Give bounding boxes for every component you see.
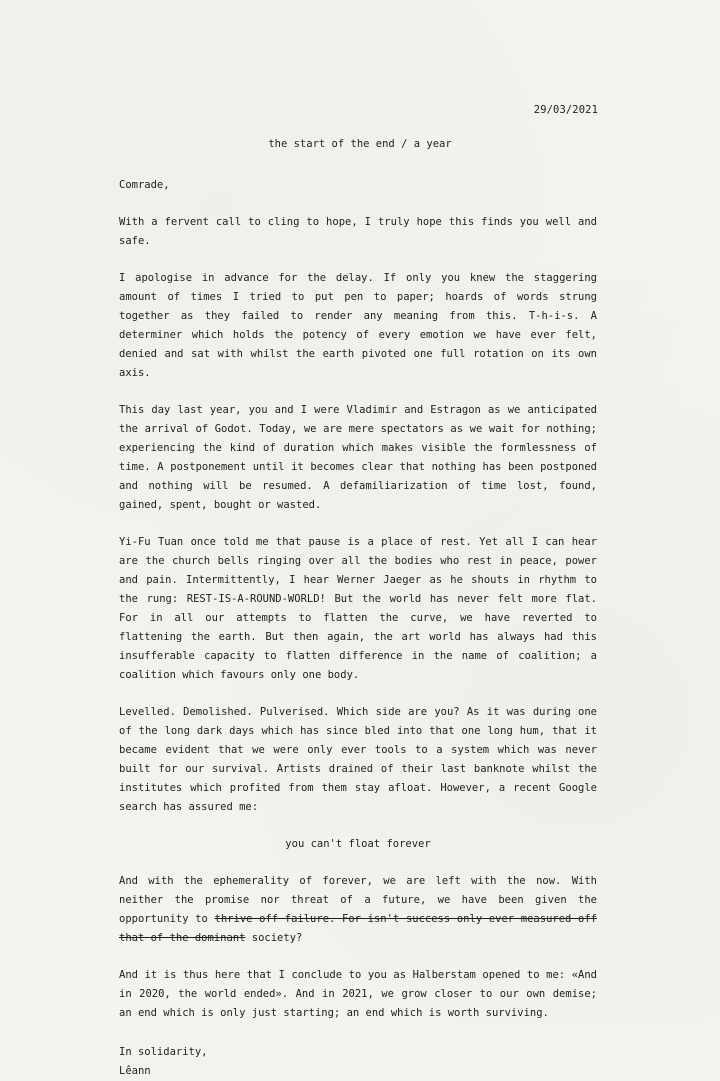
letter-date: 29/03/2021	[533, 104, 598, 116]
paragraph-4: Yi-Fu Tuan once told me that pause is a place of rest. Yet all I can hear are the church bells ringing over all the bodies who rest in peace, power and pain. Intermittently, I hear Werner Jaeger as he shouts in rhythm to the rung: REST-IS-A-ROUND-WORLD! But the world has never felt more flat. For in all our attempts to flatten the curve, we have reverted to flattening the earth. But then again, the art world has always had this insufferable capacity to flatten difference in the name of coalition; a coalition which favours only one body.	[119, 536, 597, 681]
paragraph-6-start: And with the ephemerality of forever, we are left with the now. With neither the promise nor threat of a future, we have been given the opportunity to	[119, 875, 597, 925]
salutation: Comrade,	[119, 179, 170, 191]
paragraph-1: With a fervent call to cling to hope, I truly hope this finds you well and safe.	[119, 216, 597, 247]
letter-title: the start of the end / a year	[268, 138, 452, 150]
quote-line: you can't float forever	[285, 838, 431, 850]
paragraph-6	[119, 872, 597, 948]
paragraph-6-end: society?	[245, 932, 303, 944]
paragraph-3: This day last year, you and I were Vladimir and Estragon as we anticipated the arrival of Godot. Today, we are mere spectators as we wait for nothing; experiencing the kind of duration which makes visible the formlessness of time. A postponement until it becomes clear that nothing has been postponed and nothing will be resumed. A defamiliarization of time lost, found, gained, spent, bought or wasted.	[119, 404, 597, 511]
signature: Lêann	[119, 1065, 151, 1077]
sign-off	[119, 1043, 597, 1081]
paragraph-7: And it is thus here that I conclude to you as Halberstam opened to me: «And in 2020, the world ended». And in 2021, we grow closer to our own demise; an end which is only just starting; an end which is worth surviving.	[119, 969, 597, 1019]
paragraph-2: I apologise in advance for the delay. If only you knew the staggering amount of times I tried to put pen to paper; hoards of words strung together as they failed to render any meaning from this. T-h-i-s. A determiner which holds the potency of every emotion we have ever felt, denied and sat with whilst the earth pivoted one full rotation on its own axis.	[119, 272, 597, 379]
closing: In solidarity,	[119, 1046, 208, 1058]
struck-sentence: thrive off failure. For isn't success only ever measured off that of the dominant	[119, 913, 597, 944]
paragraph-5: Levelled. Demolished. Pulverised. Which side are you? As it was during one of the long dark days which has since bled into that one long hum, that it became evident that we were only ever tools to a system which was never built for our survival. Artists drained of their last banknote whilst the institutes which profited from them stay afloat. However, a recent Google search has assured me:	[119, 706, 597, 813]
letter-body	[119, 176, 597, 1081]
